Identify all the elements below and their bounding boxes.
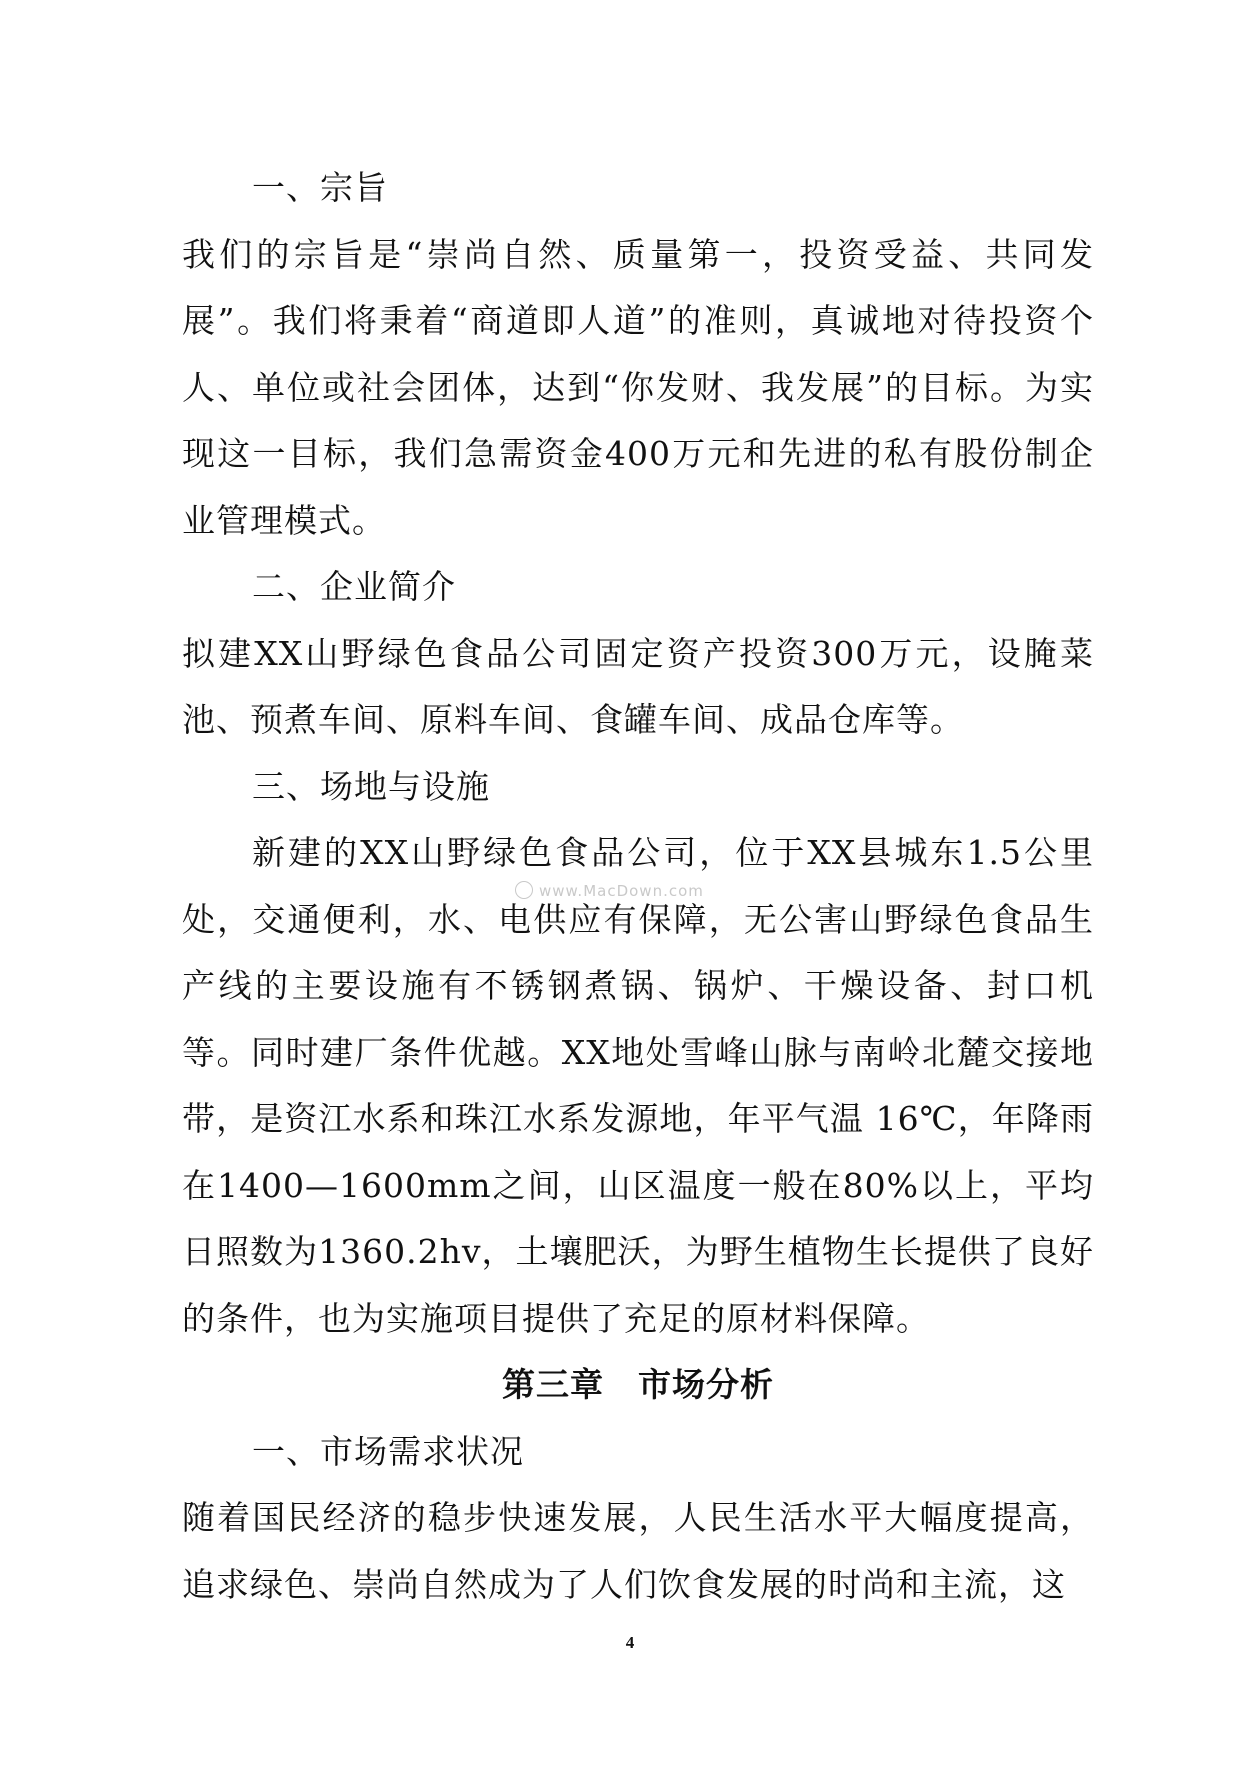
- section-heading-company-profile: 二、企业简介: [252, 567, 456, 606]
- section-heading-site-facilities: 三、场地与设施: [252, 766, 490, 806]
- section-paragraph-market-demand: 随着国民经济的稳步快速发展，人民生活水平大幅度提高，追求绿色、崇尚自然成为了人们饮食发展的时尚和主流，这: [182, 1498, 1094, 1604]
- watermark: [515, 881, 704, 900]
- section-heading-purpose: 一、宗旨: [252, 168, 388, 207]
- section-paragraph-company-profile: 拟建XX山野绿色食品公司固定资产投资300万元，设腌菜池、预煮车间、原料车间、食罐车间、成品仓库等。: [182, 633, 1094, 739]
- watermark-text: www.MacDown.com: [539, 882, 704, 900]
- page-number: 4: [625, 1633, 635, 1652]
- chapter-title: 第三章 市场分析: [502, 1365, 774, 1404]
- section-paragraph-site-facilities: 新建的XX山野绿色食品公司，位于XX县城东1.5公里处，交通便利，水、电供应有保障，无公害山野绿色食品生产线的主要设施有不锈钢煮锅、锅炉、干燥设备、封口机等。同时建厂条件优越。XX地处雪峰山脉与南岭北麓交接地带，是资江水系和珠江水系发源地，年平气温 16℃，年降雨在1400—1600mm之间，山区温度一般在80%以上，平均日照数为1360.2hv，土壤肥沃，为野生植物生长提供了良好的条件，也为实施项目提供了充足的原材料保障。: [182, 833, 1094, 1338]
- section-paragraph-purpose: 我们的宗旨是“崇尚自然、质量第一，投资受益、共同发展”。我们将秉着“商道即人道”的准则，真诚地对待投资个人、单位或社会团体，达到“你发财、我发展”的目标。为实现这一目标，我们急需资金400万元和先进的私有股份制企业管理模式。: [182, 234, 1094, 540]
- section-heading-market-demand: 一、市场需求状况: [252, 1431, 524, 1471]
- watermark-logo-icon: [515, 881, 533, 899]
